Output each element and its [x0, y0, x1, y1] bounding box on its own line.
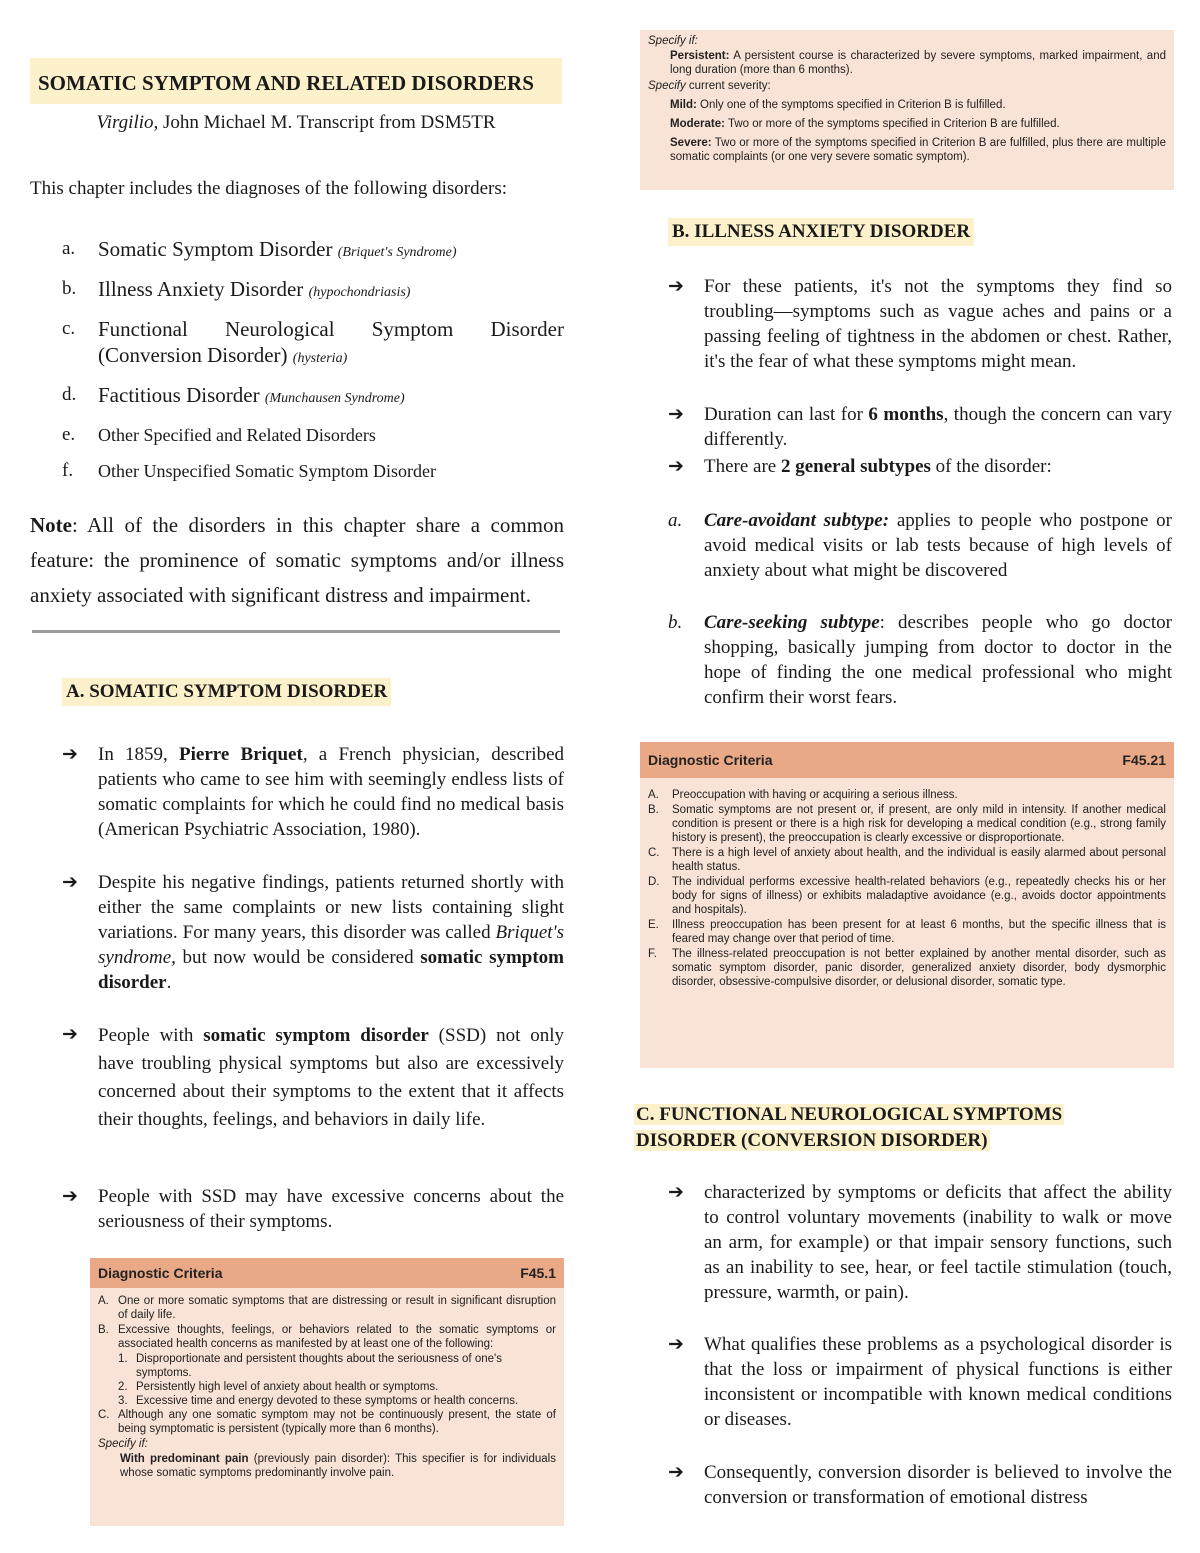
arrow-icon: ➔	[668, 1461, 684, 1483]
specifier-text: Only one of the symptoms specified in Criterion B is fulfilled.	[696, 99, 1006, 111]
intro-text: This chapter includes the diagnoses of the following disorders:	[30, 178, 508, 199]
specifier	[648, 117, 1166, 131]
text: People with SSD may have excessive concerns about the seriousness of their symptoms.	[98, 1186, 564, 1232]
page-title: SOMATIC SYMPTOM AND RELATED DISORDERS	[30, 58, 562, 104]
criterion-text: Although any one somatic symptom may not be continuously present, the state of being symptomatic is persistent (typically more than 6 months).	[118, 1409, 556, 1435]
criteria-continuation-box	[640, 30, 1174, 190]
criterion-text: Excessive time and energy devoted to these symptoms or health concerns.	[136, 1395, 519, 1407]
list-marker: a.	[62, 238, 76, 259]
specifier-text: (previously pain disorder): This specifier is for individuals whose somatic symptoms predominantly involve pain.	[120, 1453, 556, 1479]
criteria-code: F45.1	[520, 1265, 556, 1281]
criterion: D. The individual performs excessive health-related behaviors (e.g., repeatedly checks his or her body for signs of illness) or exhibits maladaptive avoidance (e.g., avoids doctor appointments and hospitals).	[648, 876, 1166, 916]
criteria-body	[640, 30, 1174, 170]
text: There are	[704, 456, 781, 477]
criteria-body	[640, 778, 1174, 996]
specifier	[648, 49, 1166, 77]
list-item	[62, 1184, 564, 1234]
arrow-icon: ➔	[62, 871, 78, 893]
list-item	[62, 382, 564, 412]
arrow-icon: ➔	[668, 1181, 684, 1203]
note-label: Note	[30, 513, 72, 537]
specifier-label: Severe:	[670, 137, 712, 149]
bold-text: 6 months	[868, 404, 944, 425]
diagnostic-criteria-box	[90, 1258, 564, 1526]
criterion: F. The illness-related preoccupation is not better explained by another mental disorder, such as somatic symptom disorder, panic disorder, generalized anxiety disorder, body dysmorphic disorder, obsessive-compulsive disorder, or delusional disorder, somatic type.	[648, 948, 1166, 988]
bold-text: somatic symptom disorder	[98, 947, 565, 993]
list-item	[62, 316, 564, 372]
list-marker: d.	[62, 384, 77, 405]
subtype-label: Care-avoidant subtype:	[704, 510, 890, 531]
criterion: E. Illness preoccupation has been present for at least 6 months, but the specific illness that is feared may change over that period of time.	[648, 919, 1166, 945]
list-marker: f.	[62, 460, 74, 481]
heading-line: DISORDER (CONVERSION DISORDER)	[636, 1130, 988, 1151]
specifier-text: Two or more of the symptoms specified in Criterion B are fulfilled, plus there are multiple somatic complaints (or one very severe somatic symptom).	[670, 137, 1166, 163]
text: In 1859,	[98, 744, 180, 765]
text: characterized by symptoms or deficits that affect the ability to control voluntary movements (inability to walk or move an arm, for example) or that impair sensory functions, such as an inability to see, hear, or feel tactile stimulation (touch, pressure, warmth, or pain).	[704, 1182, 1172, 1303]
byline-author: Virgilio,	[96, 112, 159, 133]
section-b-heading: B. ILLNESS ANXIETY DISORDER	[668, 218, 974, 246]
sub-criterion: 2. Persistently high level of anxiety about health or symptoms.	[118, 1381, 439, 1393]
criterion-text: Preoccupation with having or acquiring a serious illness.	[672, 789, 958, 801]
criteria-body	[90, 1288, 564, 1486]
criteria-title: Diagnostic Criteria	[98, 1265, 223, 1281]
text: Despite his negative findings, patients returned shortly with either the same complaints or new lists containing slight variations. For many years, this disorder was called	[98, 872, 564, 943]
criterion: C. There is a high level of anxiety about health, and the individual is easily alarmed about personal health status.	[648, 847, 1166, 873]
list-item	[668, 274, 1172, 374]
severity-label	[648, 79, 1166, 94]
list-item-alt: (Briquet's Syndrome)	[337, 245, 457, 260]
arrow-icon: ➔	[668, 1333, 684, 1355]
bold-text: 2 general subtypes	[781, 456, 931, 477]
specify-label: Specify if:	[98, 1438, 148, 1450]
list-marker: b.	[62, 278, 77, 299]
criterion-text: The individual performs excessive health-related behaviors (e.g., repeatedly checks his or her body for signs of illness) or exhibits maladaptive avoidance (e.g., avoids doctor appointments and hospitals).	[672, 876, 1166, 916]
list-item-name: Somatic Symptom Disorder	[98, 237, 333, 261]
list-item-name: Other Specified and Related Disorders	[98, 425, 376, 445]
arrow-icon: ➔	[62, 1023, 78, 1045]
italic-text: Briquet's syndrome,	[98, 922, 564, 968]
list-item	[668, 1180, 1172, 1305]
text: (SSD) not only have troubling physical symptoms but also are excessively concerned about their symptoms to the extent that it affects their thoughts, feelings, and behaviors in daily life.	[98, 1025, 564, 1130]
list-item-name: Factitious Disorder	[98, 383, 260, 407]
specifier-label: With predominant pain	[120, 1453, 249, 1465]
criterion-text: One or more somatic symptoms that are distressing or result in significant disruption of daily life.	[118, 1295, 556, 1321]
criterion-text: Persistently high level of anxiety about health or symptoms.	[136, 1381, 439, 1393]
heading-line: C. FUNCTIONAL NEUROLOGICAL SYMPTOMS	[636, 1104, 1063, 1125]
disorder-list	[62, 236, 564, 494]
specifier-label: Moderate:	[670, 118, 725, 130]
byline	[30, 112, 562, 134]
specifier-text: Two or more of the symptoms specified in Criterion B are fulfilled.	[724, 118, 1060, 130]
subtype-item	[668, 610, 1172, 710]
list-item	[62, 1022, 564, 1134]
list-item	[62, 276, 564, 306]
specifier-label: Persistent:	[670, 50, 730, 62]
diagnostic-criteria-box	[640, 742, 1174, 1068]
text: but now would be considered	[175, 947, 421, 968]
list-item-name: Illness Anxiety Disorder	[98, 277, 304, 301]
criterion-text: Disproportionate and persistent thoughts about the seriousness of one's symptoms.	[136, 1353, 502, 1379]
arrow-icon: ➔	[668, 455, 684, 477]
specifier-label: Mild:	[670, 99, 697, 111]
criteria-title: Diagnostic Criteria	[648, 752, 773, 768]
subtype-marker: a.	[668, 510, 683, 531]
list-item	[668, 402, 1172, 452]
criterion-text: Illness preoccupation has been present for at least 6 months, but the specific illness that is feared may change over that period of time.	[672, 919, 1166, 945]
list-item	[62, 236, 564, 266]
bold-text: Pierre Briquet	[179, 744, 303, 765]
byline-rest: John Michael M. Transcript from DSM5TR	[158, 112, 496, 133]
specifier	[98, 1452, 556, 1480]
note-text: : All of the disorders in this chapter share a common feature: the prominence of somatic symptoms and/or illness anxiety associated with significant distress and impairment.	[30, 513, 564, 607]
text: , though the concern can vary differently.	[704, 404, 1172, 450]
arrow-icon: ➔	[62, 1185, 78, 1207]
text: of the disorder:	[930, 456, 1052, 477]
list-item-alt: (Munchausen Syndrome)	[264, 391, 405, 406]
criterion-text: Excessive thoughts, feelings, or behaviors related to the somatic symptoms or associated health concerns as manifested by at least one of the following:	[118, 1324, 556, 1350]
criterion-text: There is a high level of anxiety about health, and the individual is easily alarmed about personal health status.	[672, 847, 1166, 873]
list-item	[62, 422, 564, 448]
text: .	[166, 972, 172, 993]
text: For these patients, it's not the symptoms they find so troubling—symptoms such as vague aches and pains or a passing feeling of tightness in the abdomen or chest. Rather, it's the fear of what these symptoms might mean.	[704, 276, 1172, 372]
severity-label-text: current severity:	[685, 80, 771, 92]
criteria-header	[640, 742, 1174, 778]
text: , a French physician, described patients who came to see him with seemingly endless lists of somatic complaints for which he could find no medical basis (American Psychiatric Association, 1980).	[98, 744, 565, 840]
section-divider	[32, 630, 560, 633]
specifier-text: A persistent course is characterized by severe symptoms, marked impairment, and long duration (more than 6 months).	[670, 50, 1166, 76]
list-item	[668, 1332, 1172, 1432]
arrow-icon: ➔	[62, 743, 78, 765]
specifier	[648, 136, 1166, 164]
criterion: B. Excessive thoughts, feelings, or behaviors related to the somatic symptoms or associated health concerns as manifested by at least one of the following:	[98, 1324, 556, 1350]
list-item-name: Other Unspecified Somatic Symptom Disorder	[98, 461, 436, 481]
list-item	[62, 458, 564, 484]
text: What qualifies these problems as a psychological disorder is that the loss or impairment of physical functions is either inconsistent or incompatible with known medical conditions or diseases.	[704, 1334, 1172, 1430]
list-item-alt: (hysteria)	[292, 351, 348, 366]
criterion: A. One or more somatic symptoms that are distressing or result in significant disruption of daily life.	[98, 1295, 556, 1321]
text: People with	[98, 1025, 204, 1046]
severity-label-italic: Specify	[648, 80, 686, 92]
list-item	[62, 870, 564, 995]
criteria-header	[90, 1258, 564, 1288]
criterion-text: The illness-related preoccupation is not better explained by another mental disorder, such as somatic symptom disorder, panic disorder, generalized anxiety disorder, body dysmorphic disorder, obsessive-compulsive disorder, or delusional disorder, somatic type.	[672, 948, 1166, 988]
subtype-text: applies to people who postpone or avoid medical visits or lab tests because of high levels of anxiety about what might be discovered	[704, 510, 1172, 581]
subtype-label: Care-seeking subtype	[704, 612, 880, 633]
bold-text: somatic symptom disorder	[203, 1025, 429, 1046]
sub-criterion: 1. Disproportionate and persistent thoughts about the seriousness of one's symptoms.	[98, 1352, 556, 1380]
section-a-heading: A. SOMATIC SYMPTOM DISORDER	[62, 678, 391, 706]
subtype-marker: b.	[668, 612, 683, 633]
list-item	[668, 454, 1172, 479]
list-item	[62, 742, 564, 842]
criteria-code: F45.21	[1122, 752, 1166, 768]
list-item-alt: (hypochondriasis)	[308, 285, 411, 300]
specifier	[648, 98, 1166, 112]
list-item-name: Functional Neurological Symptom Disorder (Conversion Disorder)	[98, 317, 564, 367]
arrow-icon: ➔	[668, 275, 684, 297]
subtype-item	[668, 508, 1172, 583]
list-marker: c.	[62, 318, 76, 339]
note-paragraph	[30, 508, 564, 613]
list-item	[668, 1460, 1172, 1510]
arrow-icon: ➔	[668, 403, 684, 425]
subtype-text: : describes people who go doctor shopping, basically jumping from doctor to doctor in the hope of finding the one medical professional who might confirm their worst fears.	[704, 612, 1172, 708]
sub-criterion: 3. Excessive time and energy devoted to these symptoms or health concerns.	[118, 1395, 519, 1407]
specify-label: Specify if:	[648, 35, 698, 47]
criterion-text: Somatic symptoms are not present or, if present, are only mild in intensity. If another medical condition is present or there is a high risk for developing a medical condition (e.g., strong family history is present), the preoccupation is clearly excessive or disproportionate.	[672, 804, 1166, 844]
criterion: B. Somatic symptoms are not present or, if present, are only mild in intensity. If another medical condition is present or there is a high risk for developing a medical condition (e.g., strong family history is present), the preoccupation is clearly excessive or disproportionate.	[648, 804, 1166, 844]
text: Duration can last for	[704, 404, 869, 425]
section-c-heading	[634, 1102, 1064, 1154]
criterion: A. Preoccupation with having or acquiring a serious illness.	[648, 788, 1166, 802]
criterion: C. Although any one somatic symptom may not be continuously present, the state of being symptomatic is persistent (typically more than 6 months).	[98, 1409, 556, 1435]
text: Consequently, conversion disorder is believed to involve the conversion or transformation of emotional distress	[704, 1462, 1172, 1508]
list-marker: e.	[62, 424, 76, 445]
